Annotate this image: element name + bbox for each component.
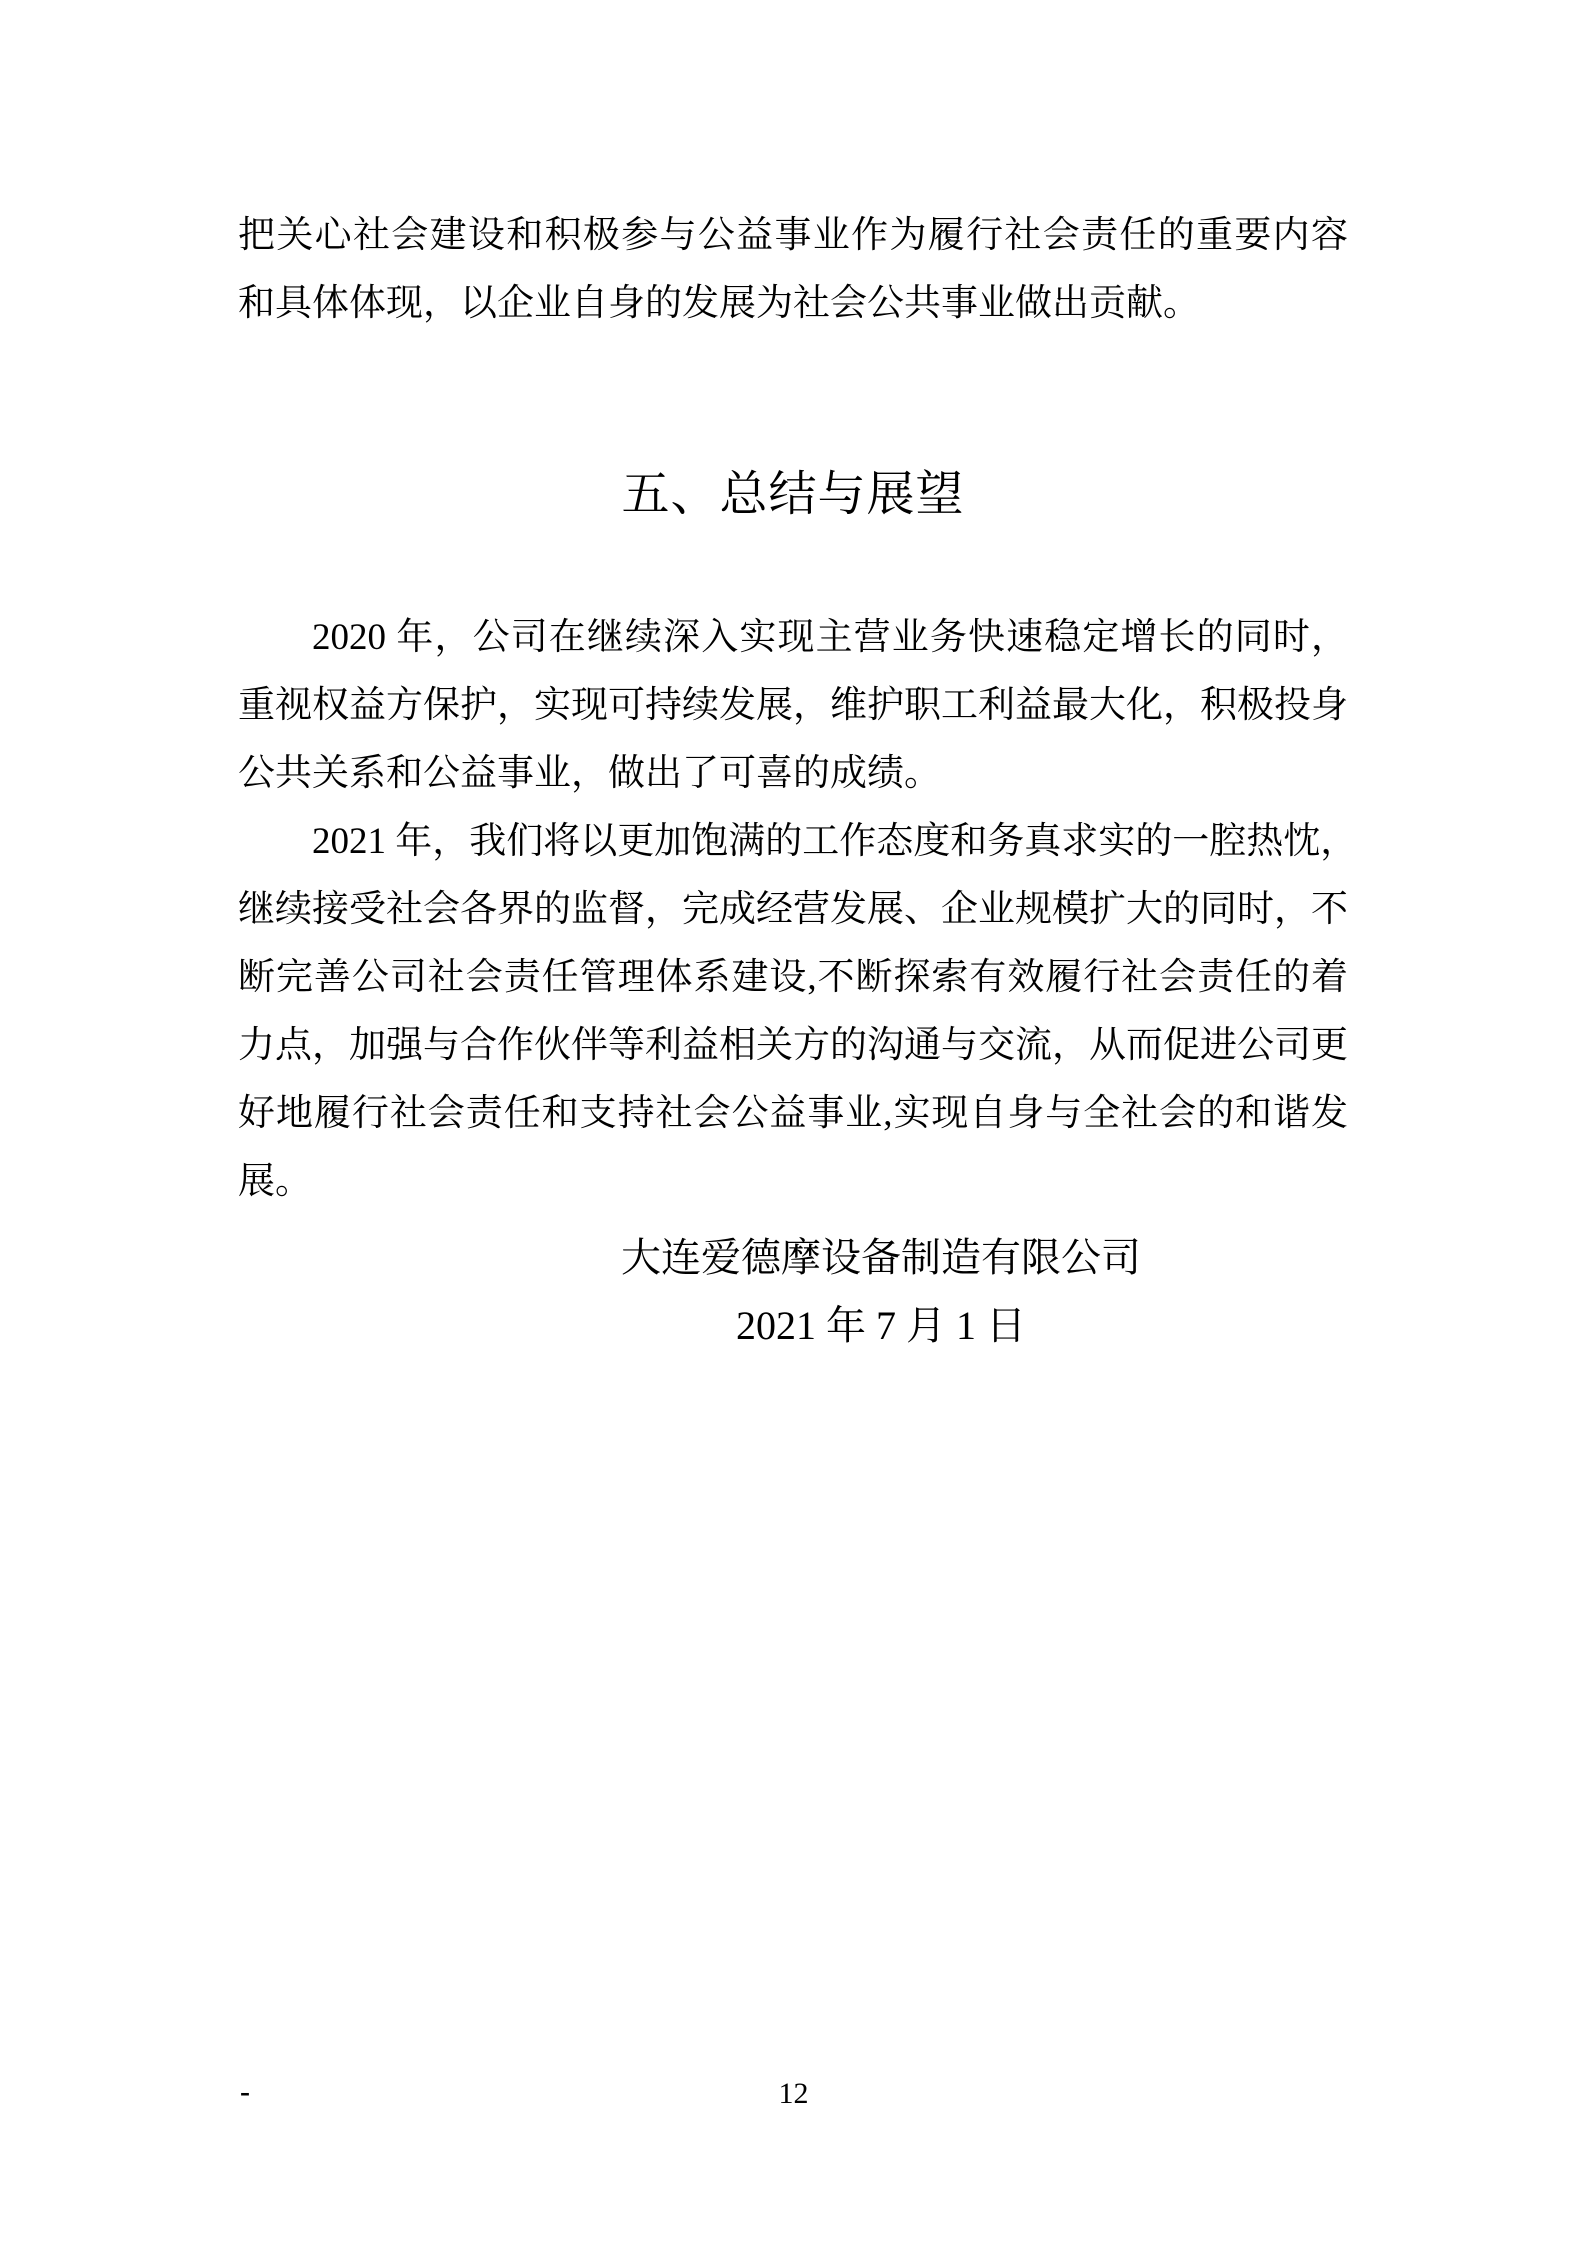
- footer-dash-mark: -: [240, 2075, 250, 2108]
- paragraph-line: 2021 年，我们将以更加饱满的工作态度和务真求实的一腔热忱，: [312, 821, 1358, 862]
- paragraph-2020: [238, 604, 1348, 808]
- paragraph-line: 公共关系和公益事业，做出了可喜的成绩。: [238, 753, 941, 794]
- paragraph-line: 力点，加强与合作伙伴等利益相关方的沟通与交流，从而促进公司更: [238, 1025, 1348, 1066]
- paragraph-line: 展。: [238, 1161, 312, 1202]
- page-number: 12: [778, 2077, 809, 2110]
- signature-company-name: 大连爱德摩设备制造有限公司: [621, 1235, 1141, 1280]
- paragraph-line: 重视权益方保护，实现可持续发展，维护职工利益最大化，积极投身: [238, 685, 1348, 726]
- paragraph-2021: [238, 808, 1358, 1216]
- paragraph-line: 和具体体现，以企业自身的发展为社会公共事业做出贡献。: [238, 283, 1200, 324]
- continuation-paragraph: [238, 0, 1348, 338]
- paragraph-line: 继续接受社会各界的监督，完成经营发展、企业规模扩大的同时，不: [238, 889, 1348, 930]
- paragraph-line: 好地履行社会责任和支持社会公益事业,实现自身与全社会的和谐发: [238, 1093, 1348, 1134]
- paragraph-line: 2020 年，公司在继续深入实现主营业务快速稳定增长的同时，: [312, 617, 1348, 658]
- paragraph-line: 把关心社会建设和积极参与公益事业作为履行社会责任的重要内容: [238, 215, 1348, 256]
- section-heading: 五、总结与展望: [621, 468, 965, 521]
- paragraph-line: 断完善公司社会责任管理体系建设,不断探索有效履行社会责任的着: [238, 957, 1348, 998]
- signature-date: 2021 年 7 月 1 日: [736, 1303, 1026, 1348]
- signature-block: [326, 1224, 1436, 1360]
